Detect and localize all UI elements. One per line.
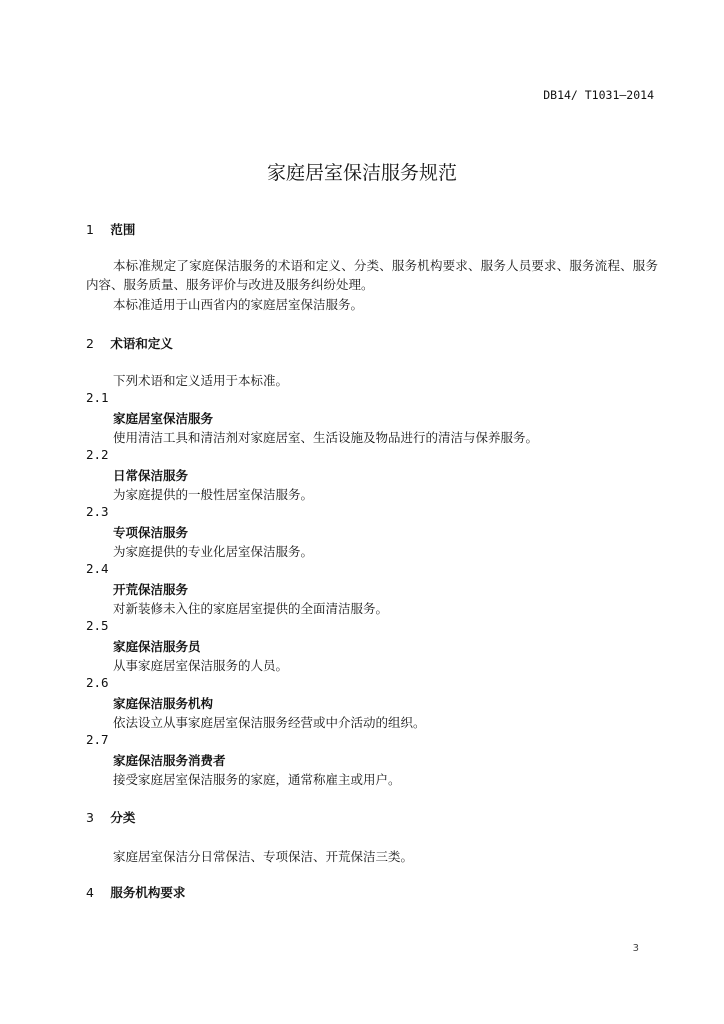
section-title: 分类	[110, 810, 136, 825]
document-title: 家庭居室保洁服务规范	[266, 162, 457, 184]
term-definition: 接受家庭居室保洁服务的家庭，通常称雇主或用户。	[113, 772, 401, 787]
section-number: 3	[86, 810, 94, 825]
section-title: 术语和定义	[110, 336, 173, 351]
term-name: 家庭保洁服务消费者	[113, 753, 226, 768]
section-2-heading	[86, 334, 173, 352]
section-3-heading	[86, 808, 135, 826]
term-name: 开荒保洁服务	[113, 582, 189, 597]
term-definition: 为家庭提供的一般性居室保洁服务。	[113, 487, 314, 502]
section-title: 范围	[110, 222, 136, 237]
term-name: 专项保洁服务	[113, 525, 189, 540]
term-definition: 对新装修未入住的家庭居室提供的全面清洁服务。	[113, 601, 389, 616]
term-number: 2.5	[86, 618, 109, 633]
section-number: 1	[86, 222, 94, 237]
term-number: 2.4	[86, 561, 109, 576]
scope-paragraph-2: 本标准适用于山西省内的家庭居室保洁服务。	[113, 297, 364, 312]
terms-intro: 下列术语和定义适用于本标准。	[113, 373, 289, 388]
term-number: 2.2	[86, 447, 109, 462]
term-definition: 为家庭提供的专业化居室保洁服务。	[113, 544, 314, 559]
standard-code: DB14/ T1031—2014	[543, 88, 654, 102]
section-title: 服务机构要求	[110, 885, 186, 900]
section-4-heading	[86, 883, 185, 901]
classification-paragraph: 家庭居室保洁分日常保洁、专项保洁、开荒保洁三类。	[113, 849, 414, 864]
scope-paragraph-1: 本标准规定了家庭保洁服务的术语和定义、分类、服务机构要求、服务人员要求、服务流程、服务内容、服务质量、服务评价与改进及服务纠纷处理。	[86, 258, 658, 292]
term-definition: 从事家庭居室保洁服务的人员。	[113, 658, 289, 673]
section-number: 4	[86, 885, 94, 900]
term-number: 2.1	[86, 390, 109, 405]
term-name: 家庭保洁服务员	[113, 639, 201, 654]
term-number: 2.3	[86, 504, 109, 519]
term-definition: 依法设立从事家庭居室保洁服务经营或中介活动的组织。	[113, 715, 426, 730]
section-number: 2	[86, 336, 94, 351]
term-definition: 使用清洁工具和清洁剂对家庭居室、生活设施及物品进行的清洁与保养服务。	[113, 430, 539, 445]
term-name: 日常保洁服务	[113, 468, 189, 483]
section-1-heading	[86, 220, 135, 238]
page-number: 3	[632, 943, 639, 954]
term-name: 家庭居室保洁服务	[113, 411, 214, 426]
term-number: 2.7	[86, 732, 109, 747]
term-number: 2.6	[86, 675, 109, 690]
term-name: 家庭保洁服务机构	[113, 696, 214, 711]
